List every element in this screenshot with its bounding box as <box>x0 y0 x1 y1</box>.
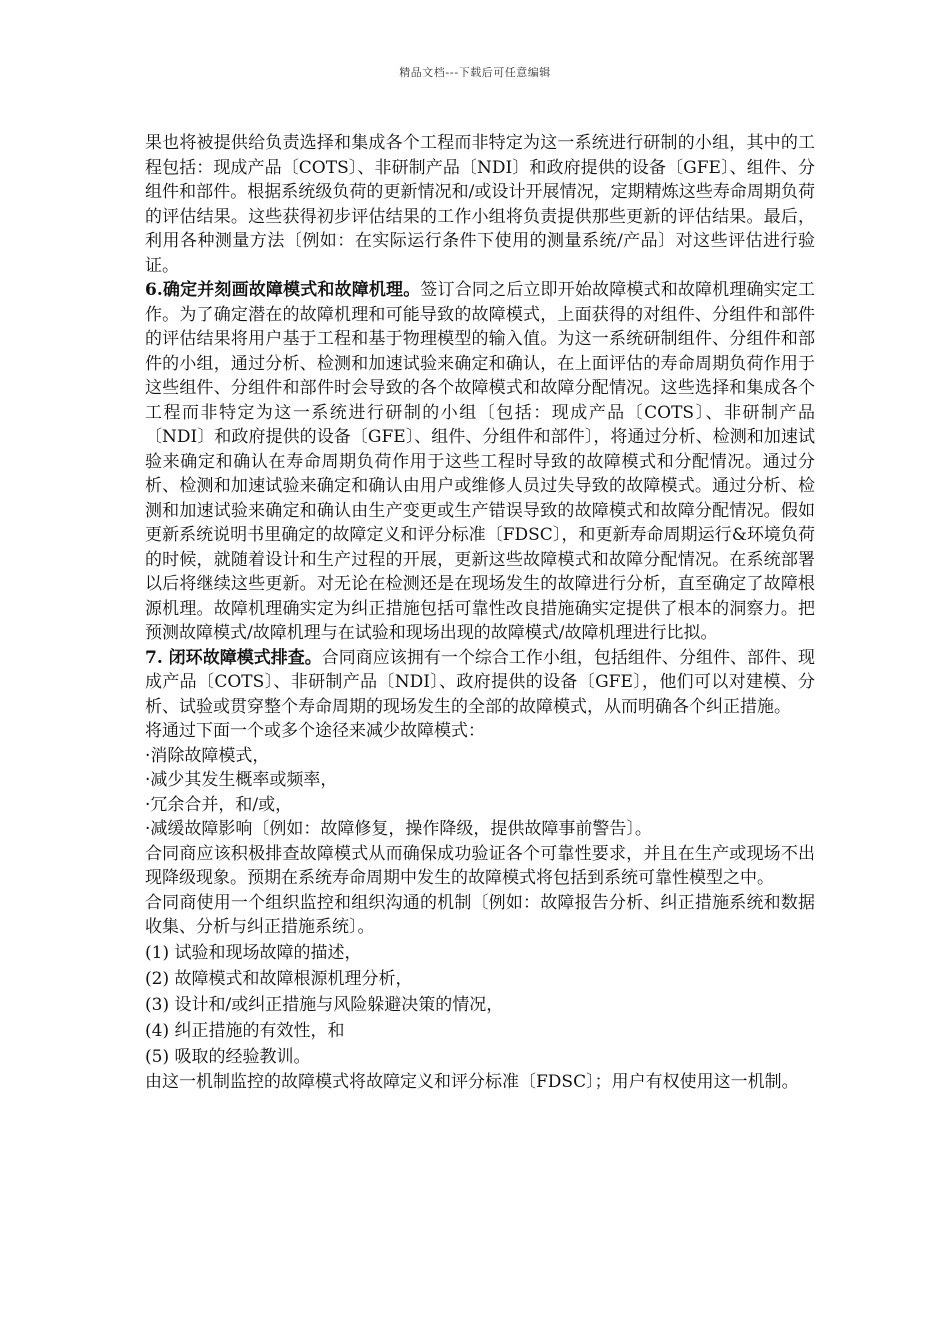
section-7 <box>145 646 815 720</box>
bullet-item: ·减缓故障影响〔例如：故障修复，操作降级，提供故障事前警告〕。 <box>145 819 652 839</box>
numbered-item: (4) 纠正措施的有效性，和 <box>145 1020 345 1041</box>
numbered-item: (1) 试验和现场故障的描述， <box>145 942 362 963</box>
paragraph-intro: 果也将被提供给负责选择和集成各个工程而非特定为这一系统进行研制的小组，其中的工程包括：现成产品〔COTS〕、非研制产品〔NDI〕和政府提供的设备〔GFE〕、组件、分组件和部件。根据系统级负荷的更新情况和/或设计开展情况，定期精炼这些寿命周期负荷的评估结果。这些获得初步评估结果的工作小组将负责提供那些更新的评估结果。最后，利用各种测量方法〔例如：在实际运行条件下使用的测量系统/产品〕对这些评估进行验证。 <box>145 133 815 276</box>
bullet-item: ·消除故障模式， <box>145 745 270 766</box>
numbered-item: (2) 故障模式和故障根源机理分析， <box>145 968 413 989</box>
section-7-text: 合同商应该拥有一个综合工作小组，包括组件、分组件、部件、现成产品〔COTS〕、非研制产品〔NDI〕、政府提供的设备〔GFE〕，他们可以对建模、分析、试验或贯穿整个寿命周期的现场发生的全部的故障模式，从而明确各个纠正措施。 <box>145 647 816 717</box>
page-header: 精品文档---下载后可任意编辑 <box>399 66 551 79</box>
paragraph-contractor-1: 合同商应该积极排查故障模式从而确保成功验证各个可靠性要求，并且在生产或现场不出现降级现象。预期在系统寿命周期中发生的故障模式将包括到系统可靠性模型之中。 <box>145 843 815 888</box>
document-body <box>145 131 815 1094</box>
paragraph-final: 由这一机制监控的故障模式将故障定义和评分标准〔FDSC〕；用户有权使用这一机制。 <box>145 1071 799 1092</box>
bullet-item: ·减少其发生概率或频率， <box>145 770 338 790</box>
section-6-title: 6.确定并刻画故障模式和故障机理。 <box>145 280 421 300</box>
section-6-text: 签订合同之后立即开始故障模式和故障机理确实定工作。为了确定潜在的故障机理和可能导致的故障模式，上面获得的对组件、分组件和部件的评估结果将用户基于工程和基于物理模型的输入值。为这一系统研制组件、分组件和部件的小组，通过分析、检测和加速试验来确定和确认，在上面评估的寿命周期负荷作用于这些组件、分组件和部件时会导致的各个故障模式和故障分配情况。这些选择和集成各个工程而非特定为这一系统进行研制的小组〔包括：现成产品〔COTS〕、非研制产品〔NDI〕和政府提供的设备〔GFE〕、组件、分组件和部件〕，将通过分析、检测和加速试验来确定和确认在寿命周期负荷作用于这些工程时导致的故障模式和分配情况。通过分析、检测和加速试验来确定和确认由用户或维修人员过失导致的故障模式。通过分析、检测和加速试验来确定和确认由生产变更或生产错误导致的故障模式和故障分配情况。假如更新系统说明书里确定的故障定义和评分标准〔FDSC〕，和更新寿命周期运行&环境负荷的时候，就随着设计和生产过程的开展，更新这些故障模式和故障分配情况。在系统部署以后将继续这些更新。对无论在检测还是在现场发生的故障进行分析，直至确定了故障根源机理。故障机理确实定为纠正措施包括可靠性改良措施确实定提供了根本的洞察力。把预测故障模式/故障机理与在试验和现场出现的故障模式/故障机理进行比拟。 <box>145 280 816 643</box>
numbered-item: (5) 吸取的经验教训。 <box>145 1046 311 1067</box>
reduce-intro: 将通过下面一个或多个途径来减少故障模式： <box>145 721 485 741</box>
section-7-title: 7. 闭环故障模式排查。 <box>145 647 322 668</box>
section-6 <box>145 278 815 646</box>
paragraph-contractor-2: 合同商使用一个组织监控和组织沟通的机制〔例如：故障报告分析、纠正措施系统和数据收集、分析与纠正措施系统〕。 <box>145 892 815 937</box>
bullet-item: ·冗余合并，和/或， <box>145 794 293 815</box>
numbered-item: (3) 设计和/或纠正措施与风险躲避决策的情况， <box>145 994 504 1015</box>
